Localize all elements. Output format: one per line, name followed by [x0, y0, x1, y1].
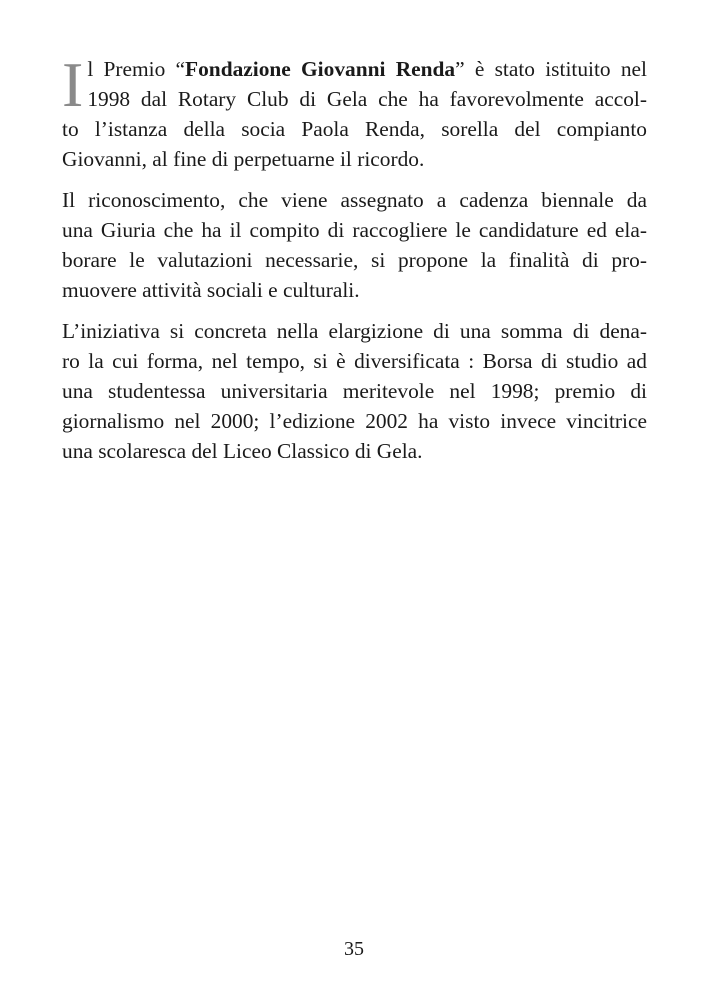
paragraph-2-line-3: borare le valutazioni necessarie, si propone la finalità di pro-	[62, 248, 647, 272]
paragraph-3-line-4: giornalismo nel 2000; l’edizione 2002 ha visto invece vincitrice	[62, 409, 647, 433]
paragraph-2-line-4: muovere attività sociali e culturali.	[62, 278, 360, 302]
paragraph-1-line-4: Giovanni, al fine di perpetuarne il ricordo.	[62, 147, 425, 171]
paragraph-1-line-2: 1998 dal Rotary Club di Gela che ha favorevolmente accol-	[87, 87, 647, 111]
page-body	[62, 49, 647, 477]
paragraph-2-line-2: una Giuria che ha il compito di raccogliere le candidature ed ela-	[62, 218, 647, 242]
paragraph-3-line-3: una studentessa universitaria meritevole nel 1998; premio di	[62, 379, 647, 403]
paragraph-1-line-1-after: ” è stato istituito nel	[455, 57, 647, 81]
paragraph-3-line-5: una scolaresca del Liceo Classico di Gela.	[62, 439, 423, 463]
paragraph-1	[62, 49, 647, 174]
paragraph-3-line-1: L’iniziativa si concreta nella elargizione di una somma di dena-	[62, 319, 647, 343]
paragraph-2	[62, 185, 647, 305]
page-number: 35	[344, 938, 364, 960]
paragraph-2-line-1: Il riconoscimento, che viene assegnato a cadenza biennale da	[62, 188, 647, 212]
drop-cap: I	[62, 49, 84, 120]
foundation-name: Fondazione Giovanni Renda	[185, 57, 456, 81]
paragraph-3-line-2: ro la cui forma, nel tempo, si è diversificata : Borsa di studio ad	[62, 349, 647, 373]
paragraph-1-line-1-before: l Premio “	[87, 57, 186, 81]
paragraph-3	[62, 316, 647, 466]
paragraph-1-line-1	[62, 54, 647, 84]
paragraph-1-line-3: to l’istanza della socia Paola Renda, sorella del compianto	[62, 117, 647, 141]
